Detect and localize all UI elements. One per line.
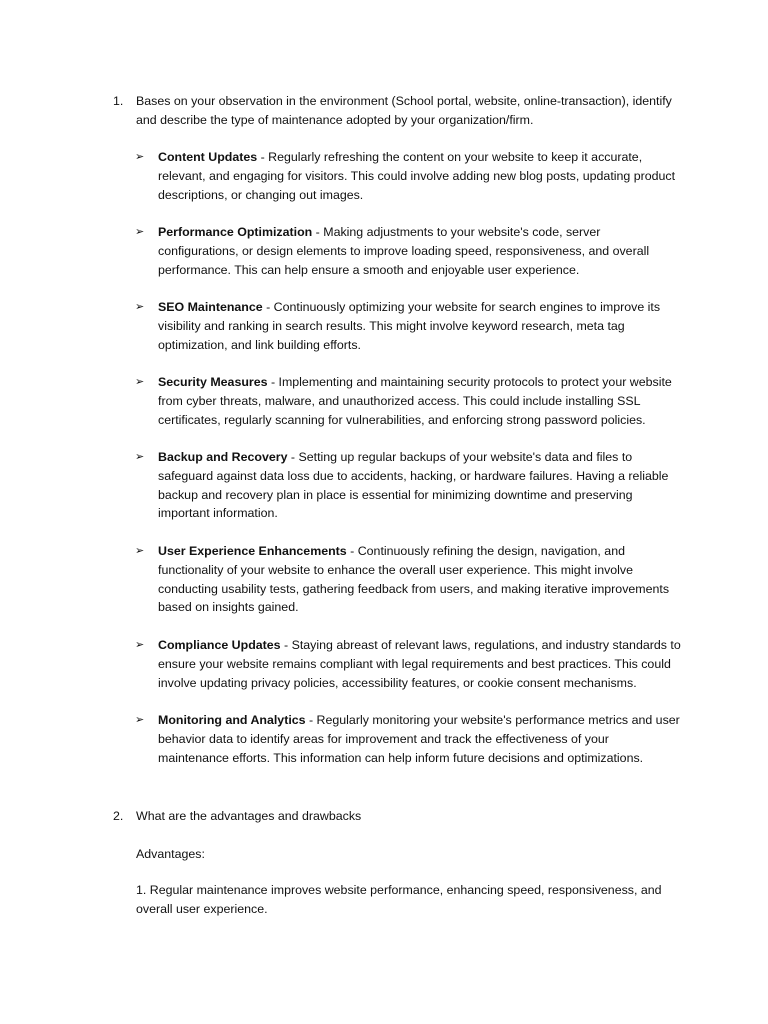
bullet-description: - Implementing and maintaining security protocols to protect your website from cyber threats, malware, and unauthorized access. This could include installing SSL certificates, regularly scanning for vulnerabilities, and enforcing strong password policies. xyxy=(158,375,672,427)
bullet-description: - Continuously refining the design, navigation, and functionality of your website to enhance the overall user experience. This might involve conducting usability tests, gathering feedback from users, and making iterative improvements based on insights gained. xyxy=(158,544,670,615)
arrow-bullet-icon: ➢ xyxy=(135,151,145,163)
question-2-text: What are the advantages and drawbacks xyxy=(136,809,362,823)
advantage-item-1: 1. Regular maintenance improves website performance, enhancing speed, responsiveness, and overall user experience. xyxy=(136,883,662,916)
bullet-term: Content Updates xyxy=(158,150,258,164)
bullet-description: - Setting up regular backups of your website's data and files to safeguard against data loss due to accidents, hacking, or hardware failures. Having a reliable backup and recovery plan in place is essential for minimizing downtime and preserving important information. xyxy=(158,450,669,521)
arrow-bullet-icon: ➢ xyxy=(135,376,145,388)
bullet-term: Performance Optimization xyxy=(158,225,313,239)
arrow-bullet-icon: ➢ xyxy=(135,226,145,238)
bullet-description: - Staying abreast of relevant laws, regulations, and industry standards to ensure your website remains compliant with legal requirements and best practices. This could involve updating privacy policies, accessibility features, or cookie consent mechanisms. xyxy=(158,638,681,690)
arrow-bullet-icon: ➢ xyxy=(135,545,145,557)
advantages-heading: Advantages: xyxy=(136,847,205,861)
bullet-term: Security Measures xyxy=(158,375,268,389)
bullet-description: - Regularly monitoring your website's performance metrics and user behavior data to identify areas for improvement and track the effectiveness of your maintenance efforts. This information can help inform future decisions and optimizations. xyxy=(158,713,680,765)
bullet-description: - Regularly refreshing the content on your website to keep it accurate, relevant, and engaging for visitors. This could involve adding new blog posts, updating product descriptions, or changing out images. xyxy=(158,150,676,202)
bullet-description: - Continuously optimizing your website for search engines to improve its visibility and ranking in search results. This might involve keyword research, meta tag optimization, and link building efforts. xyxy=(158,300,661,352)
bullet-term: Backup and Recovery xyxy=(158,450,288,464)
arrow-bullet-icon: ➢ xyxy=(135,451,145,463)
arrow-bullet-icon: ➢ xyxy=(135,301,145,313)
arrow-bullet-icon: ➢ xyxy=(135,639,145,651)
question-2-number: 2. xyxy=(113,809,124,823)
arrow-bullet-icon: ➢ xyxy=(135,714,145,726)
question-1-text: Bases on your observation in the environment (School portal, website, online-transaction), identify and describe the type of maintenance adopted by your organization/firm. xyxy=(136,94,672,127)
question-1-number: 1. xyxy=(113,94,124,108)
bullet-term: User Experience Enhancements xyxy=(158,544,347,558)
bullet-term: Compliance Updates xyxy=(158,638,281,652)
bullet-term: SEO Maintenance xyxy=(158,300,263,314)
bullet-term: Monitoring and Analytics xyxy=(158,713,306,727)
bullet-description: - Making adjustments to your website's code, server configurations, or design elements to improve loading speed, responsiveness, and overall performance. This can help ensure a smooth and enjoyable user experience. xyxy=(158,225,650,277)
